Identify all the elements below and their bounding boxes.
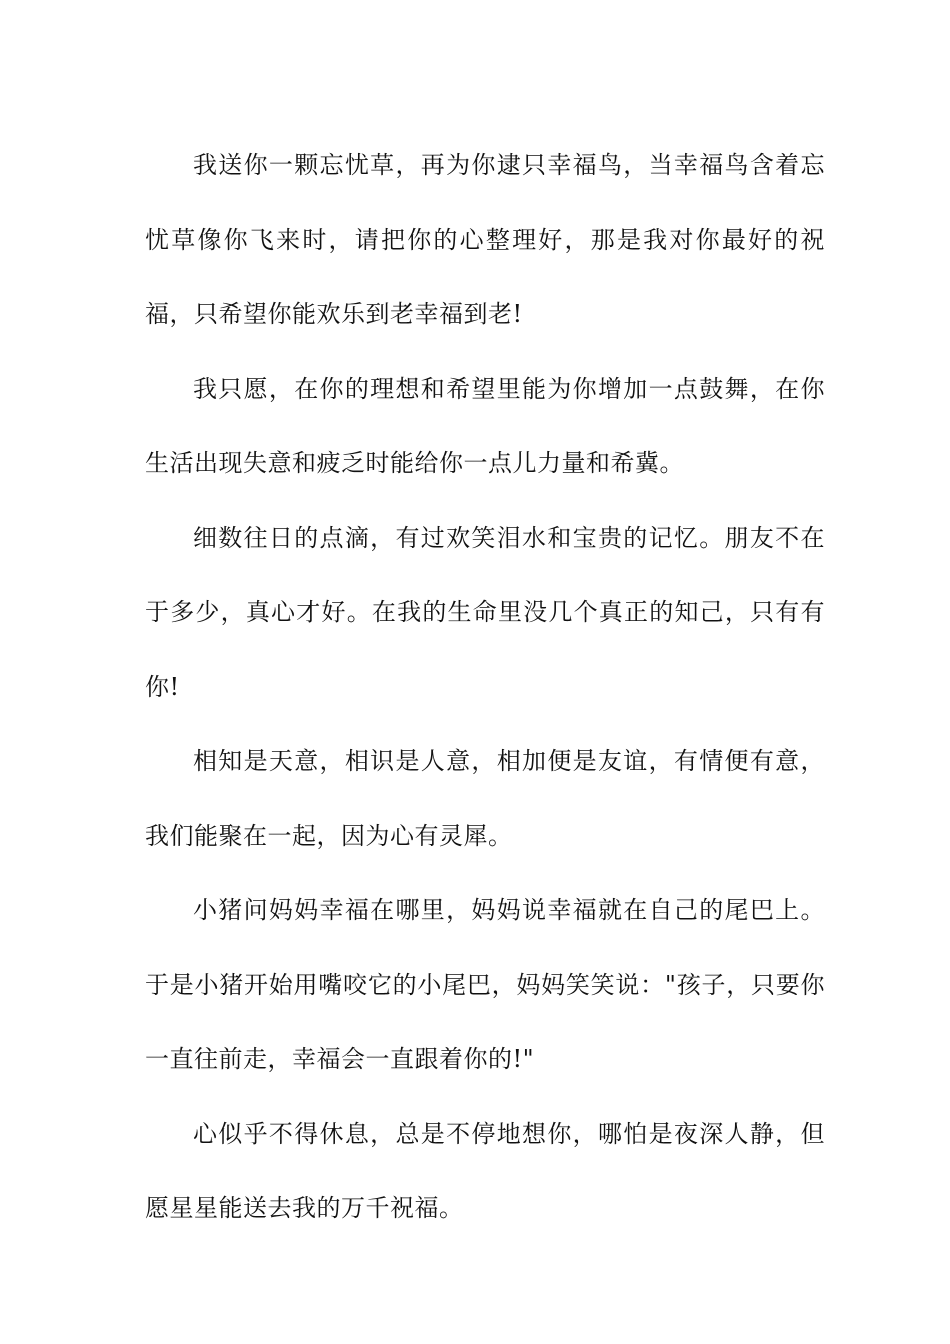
paragraph-piglet-story: 小猪问妈妈幸福在哪里，妈妈说幸福就在自己的尾巴上。于是小猪开始用嘴咬它的小尾巴，妈妈笑笑说："孩子，只要你一直往前走，幸福会一直跟着你的!" — [145, 896, 825, 1073]
paragraph-memories: 细数往日的点滴，有过欢笑泪水和宝贵的记忆。朋友不在于多少，真心才好。在我的生命里没几个真正的知己，只有有你! — [145, 523, 825, 701]
paragraph-encouragement: 我只愿，在你的理想和希望里能为你增加一点鼓舞，在你生活出现失意和疲乏时能给你一点儿力量和希冀。 — [145, 374, 825, 477]
paragraph-forget-worry-grass: 我送你一颗忘忧草，再为你逮只幸福鸟，当幸福鸟含着忘忧草像你飞来时，请把你的心整理好，那是我对你最好的祝福，只希望你能欢乐到老幸福到老! — [145, 151, 825, 328]
paragraph-blessings: 心似乎不得休息，总是不停地想你，哪怕是夜深人静，但愿星星能送去我的万千祝福。 — [145, 1119, 825, 1222]
paragraph-friendship: 相知是天意，相识是人意，相加便是友谊，有情便有意，我们能聚在一起，因为心有灵犀。 — [145, 747, 825, 850]
document-body — [145, 128, 825, 1246]
